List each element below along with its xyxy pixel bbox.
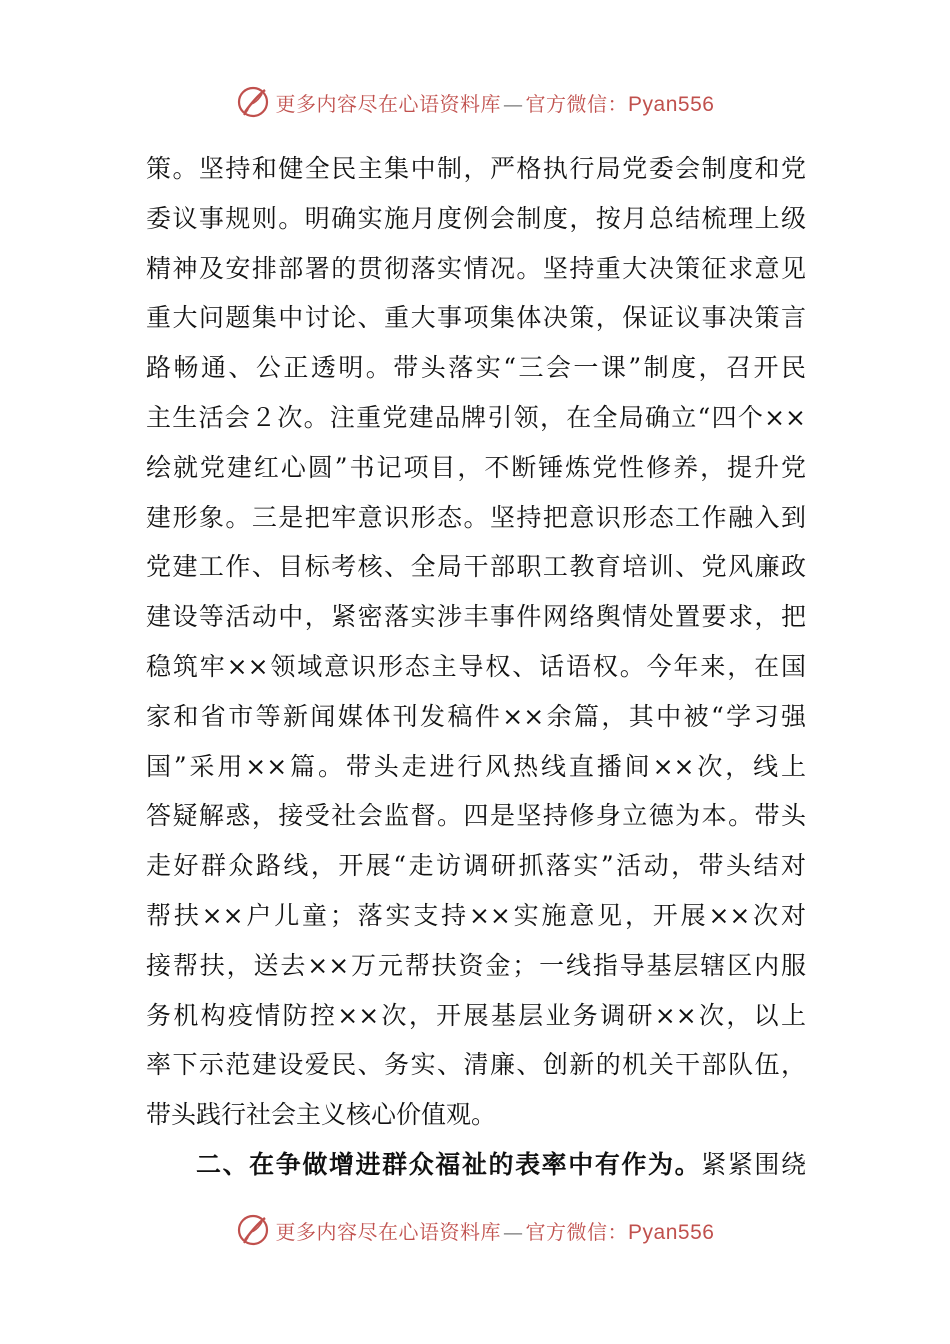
banner-text: 更多内容尽在心语资料库 xyxy=(275,1219,502,1244)
paragraph-line: 党建工作、目标考核、全局干部职工教育培训、党风廉政 xyxy=(146,552,806,582)
paragraph-line: 带头践行社会主义核心价值观。 xyxy=(146,1100,497,1130)
banner-separator: — xyxy=(503,91,524,116)
section-heading-continuation: 紧紧围绕 xyxy=(701,1149,806,1179)
paragraph-line: 务机构疫情防控××次，开展基层业务调研××次，以上 xyxy=(146,1000,806,1030)
paragraph-line: 国”采用××篇。带头走进行风热线直播间××次，线上 xyxy=(146,751,806,781)
banner-separator: — xyxy=(503,1219,524,1244)
paragraph-line: 策。坚持和健全民主集中制，严格执行局党委会制度和党 xyxy=(146,154,806,183)
footer-watermark-banner xyxy=(0,1210,950,1250)
banner-contact-label: 官方微信： xyxy=(525,91,629,116)
paragraph-line: 精神及安排部署的贯彻落实情况。坚持重大决策征求意见 xyxy=(146,253,806,283)
paragraph-line: 走好群众路线，开展“走访调研抓落实”活动，带头结对 xyxy=(146,851,806,881)
section-heading-line xyxy=(146,1140,806,1190)
banner-contact-id: Pyan556 xyxy=(628,1220,715,1244)
paragraph-line: 委议事规则。明确实施月度例会制度，按月总结梳理上级 xyxy=(146,203,806,233)
header-watermark-banner xyxy=(0,82,950,122)
paragraph-line: 建设等活动中，紧密落实涉丰事件网络舆情处置要求，把 xyxy=(146,602,806,632)
quill-logo-icon xyxy=(236,1213,270,1247)
paragraph-line: 家和省市等新闻媒体刊发稿件××余篇，其中被“学习强 xyxy=(146,701,806,731)
paragraph-line: 率下示范建设爱民、务实、清廉、创新的机关干部队伍， xyxy=(146,1050,806,1080)
paragraph-line: 主生活会２次。注重党建品牌引领，在全局确立“四个×× xyxy=(146,402,806,432)
banner-contact-id: Pyan556 xyxy=(628,92,715,116)
banner-text: 更多内容尽在心语资料库 xyxy=(275,91,502,116)
paragraph-line: 路畅通、公正透明。带头落实“三会一课”制度，召开民 xyxy=(146,353,806,383)
paragraph-line: 稳筑牢××领域意识形态主导权、话语权。今年来，在国 xyxy=(146,651,806,681)
paragraph-line: 接帮扶，送去××万元帮扶资金；一线指导基层辖区内服 xyxy=(146,950,806,980)
paragraph-line: 重大问题集中讨论、重大事项集体决策，保证议事决策言 xyxy=(146,303,806,333)
paragraph-line: 帮扶××户儿童；落实支持××实施意见，开展××次对 xyxy=(146,900,806,930)
document-body xyxy=(146,144,806,1190)
paragraph-line: 建形象。三是把牢意识形态。坚持把意识形态工作融入到 xyxy=(146,502,806,532)
paragraph-line: 答疑解惑，接受社会监督。四是坚持修身立德为本。带头 xyxy=(146,801,806,831)
paragraph-line: 绘就党建红心圆”书记项目，不断锤炼党性修养，提升党 xyxy=(146,452,806,482)
banner-contact-label: 官方微信： xyxy=(525,1219,629,1244)
section-heading: 二、在争做增进群众福祉的表率中有作为。 xyxy=(196,1149,702,1179)
quill-logo-icon xyxy=(236,85,270,119)
